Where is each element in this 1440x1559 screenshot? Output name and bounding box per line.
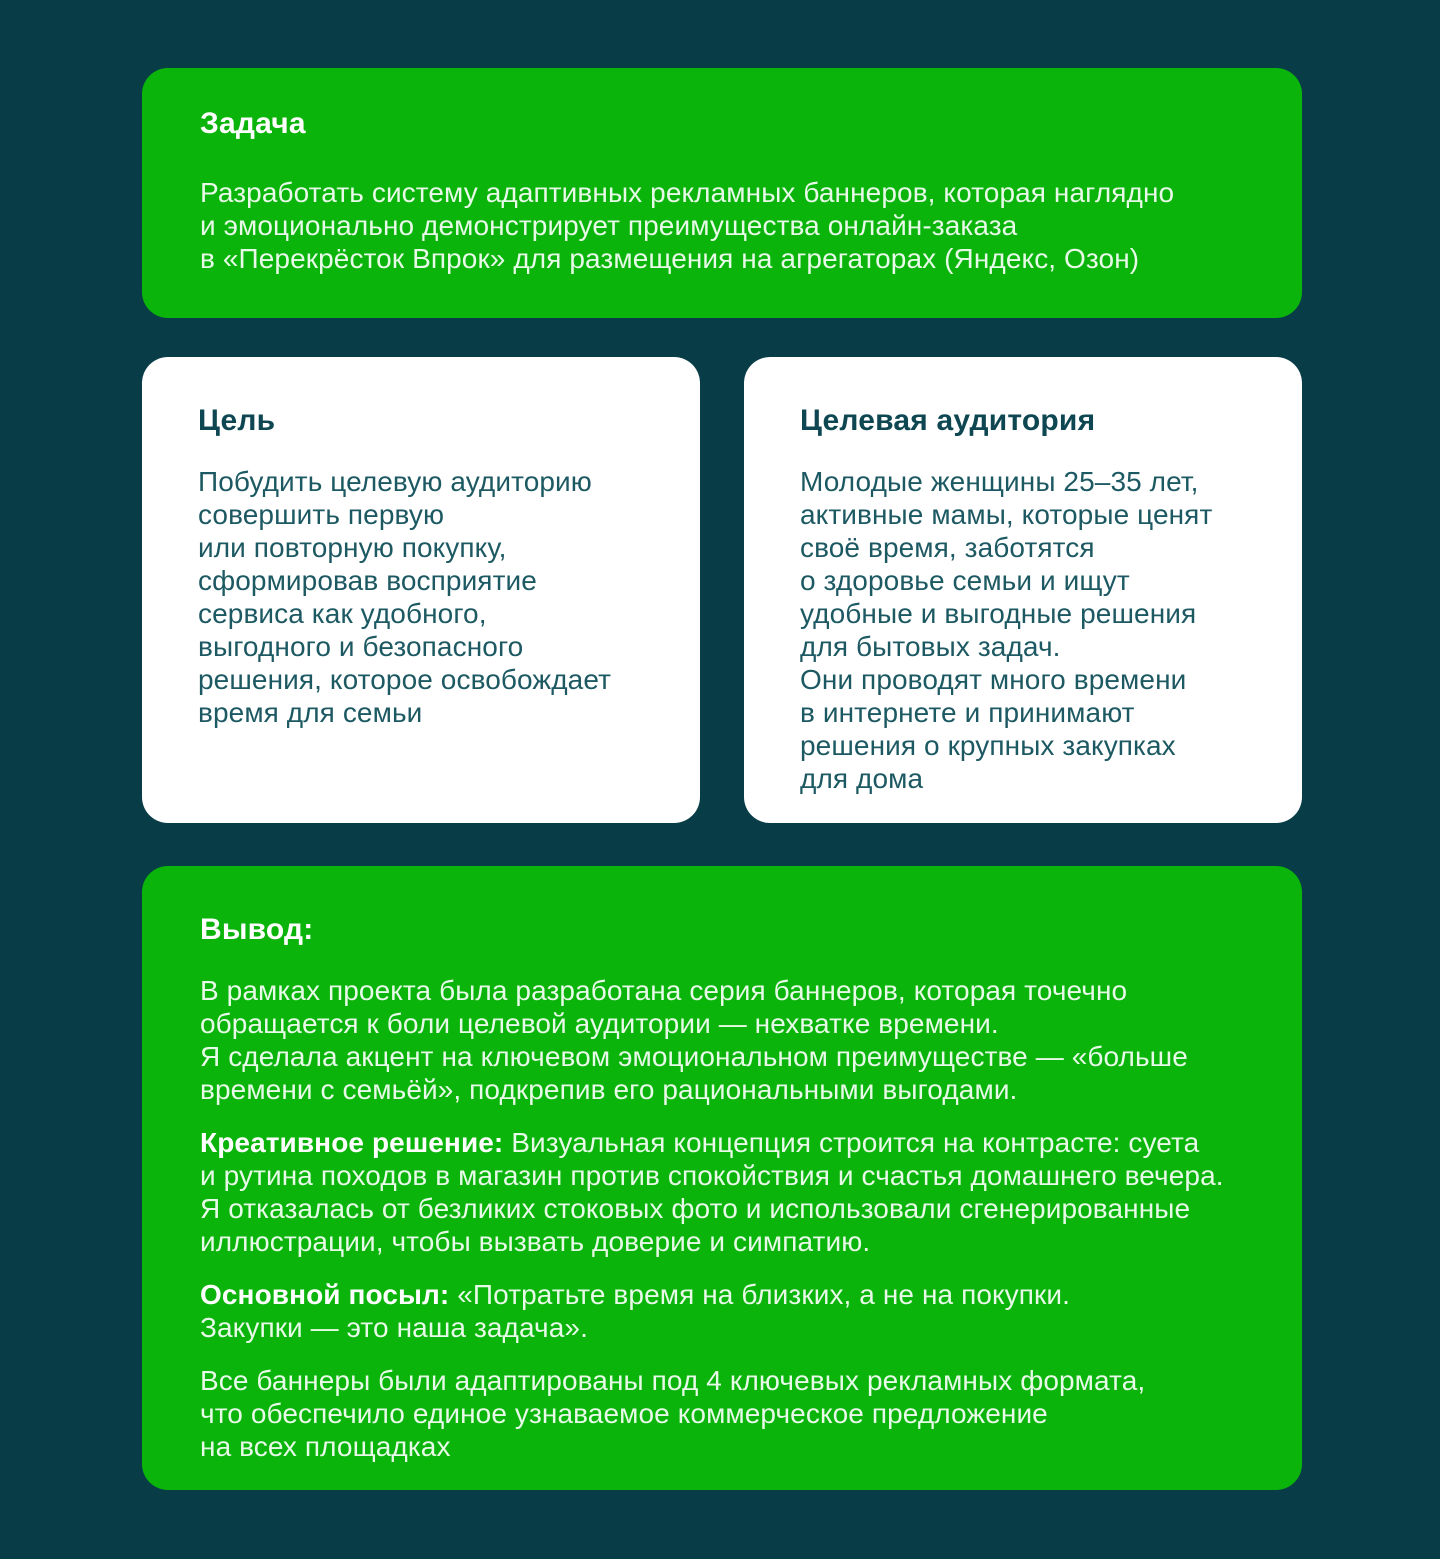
paragraph-text: В рамках проекта была разработана серия баннеров, которая точечно обращается к боли целевой аудитории — нехватке времени. Я сделала акцент на ключевом эмоциональном преимуществе — «больше времени с семьёй», подкрепив его рациональными выгодами. [200, 975, 1188, 1105]
audience-card-title: Целевая аудитория [800, 404, 1096, 437]
conclusion-paragraph-creative [200, 1126, 1262, 1258]
conclusion-paragraph-summary [200, 974, 1262, 1106]
audience-card [744, 357, 1302, 823]
paragraph-text: Все баннеры были адаптированы под 4 ключевых рекламных формата, что обеспечило единое узнаваемое коммерческое предложение на всех площадках [200, 1365, 1146, 1462]
goal-card [142, 357, 700, 823]
audience-card-text: Молодые женщины 25–35 лет, активные мамы, которые ценят своё время, заботятся о здоровье семьи и ищут удобные и выгодные решения для бытовых задач. Они проводят много времени в интернете и принимают решения о крупных закупках для дома [800, 466, 1213, 794]
conclusion-paragraph-message [200, 1278, 1262, 1344]
task-card-title: Задача [200, 107, 306, 140]
goal-card-title: Цель [198, 404, 276, 437]
goal-card-text: Побудить целевую аудиторию совершить первую или повторную покупку, сформировав восприятие сервиса как удобного, выгодного и безопасного решения, которое освобождает время для семьи [198, 466, 612, 728]
conclusion-card-title: Вывод: [200, 913, 314, 946]
task-card [142, 68, 1302, 318]
conclusion-paragraph-formats [200, 1364, 1262, 1463]
paragraph-text: Визуальная концепция строится на контрасте: суета и рутина походов в магазин против спокойствия и счастья домашнего вечера. Я отказалась от безликих стоковых фото и использовали сгенерированные иллюстрации, чтобы вызвать доверие и симпатию. [200, 1127, 1224, 1257]
task-card-text: Разработать систему адаптивных рекламных баннеров, которая наглядно и эмоционально демонстрирует преимущества онлайн-заказа в «Перекрёсток Впрок» для размещения на агрегаторах (Яндекс, Озон) [200, 177, 1175, 274]
paragraph-text: «Потратьте время на близких, а не на покупки. Закупки — это наша задача». [200, 1279, 1071, 1343]
paragraph-lead: Креативное решение: [200, 1127, 504, 1158]
paragraph-lead: Основной посыл: [200, 1279, 450, 1310]
conclusion-card [142, 866, 1302, 1490]
